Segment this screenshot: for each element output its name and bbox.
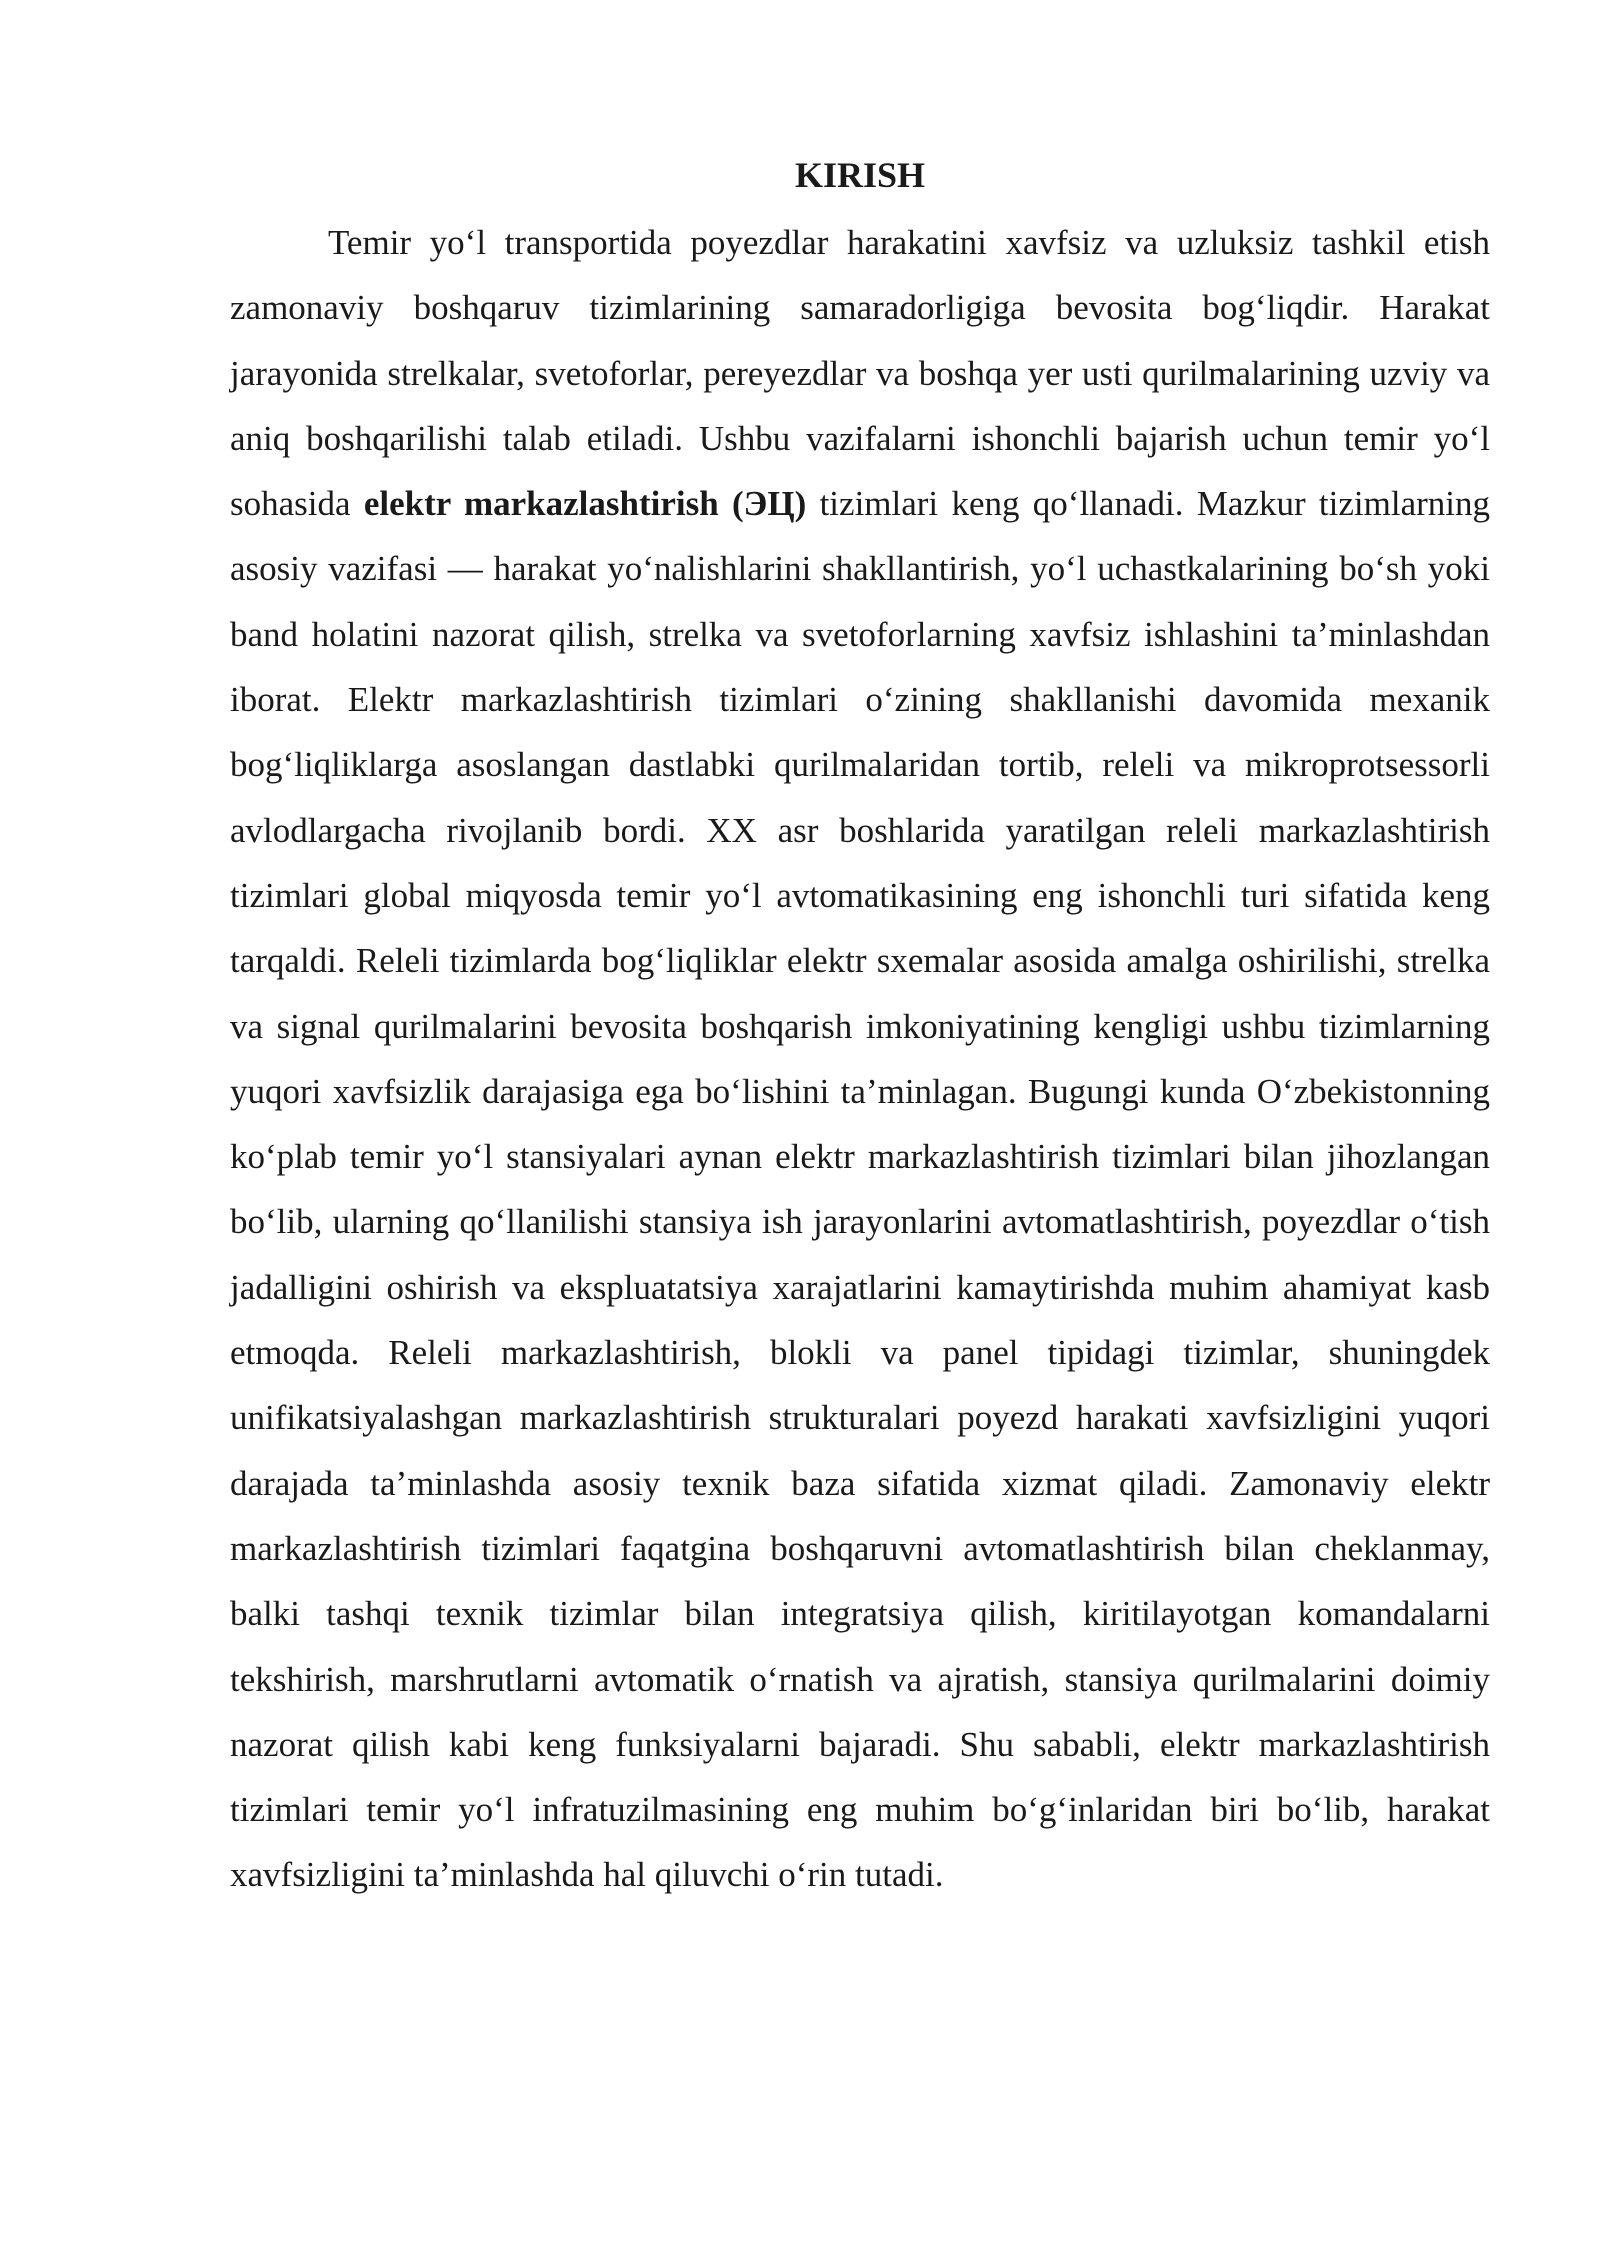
paragraph-text-part1: Temir yo‘l transportida poyezdlar harakatini xavfsiz va uzluksiz tashkil etish zamonaviy boshqaruv tizimlarining samaradorligiga bevosita bog‘liqdir. Harakat jarayonida strelkalar, svetoforlar, pereyezdlar va boshqa yer usti qurilmalarining uzviy va aniq boshqarilishi talab etiladi. Ushbu vazifalarni ishonchli bajarish uchun temir yo‘l sohasida — [230, 223, 1490, 524]
paragraph-text-part2: tizimlari keng qo‘llanadi. Mazkur tizimlarning asosiy vazifasi — harakat yo‘nalishlarini shakllantirish, yo‘l uchastkalarining bo‘sh yoki band holatini nazorat qilish, strelka va svetoforlarning xavfsiz ishlashini ta’minlashdan iborat. Elektr markazlashtirish tizimlari o‘zining shakllanishi davomida mexanik bog‘liqliklarga asoslangan dastlabki qurilmalaridan tortib, releli va mikroprotsessorli avlodlargacha rivojlanib bordi. XX asr boshlarida yaratilgan releli markazlashtirish tizimlari global miqyosda temir yo‘l avtomatikasining eng ishonchli turi sifatida keng tarqaldi. Releli tizimlarda bog‘liqliklar elektr sxemalar asosida amalga oshirilishi, strelka va signal qurilmalarini bevosita boshqarish imkoniyatining kengligi ushbu tizimlarning yuqori xavfsizlik darajasiga ega bo‘lishini ta’minlagan. Bugungi kunda O‘zbekistonning ko‘plab temir yo‘l stansiyalari aynan elektr markazlashtirish tizimlari bilan jihozlangan bo‘lib, ularning qo‘llanilishi stansiya ish jarayonlarini avtomatlashtirish, poyezdlar o‘tish jadalligini oshirish va ekspluatatsiya xarajatlarini kamaytirishda muhim ahamiyat kasb etmoqda. Releli markazlashtirish, blokli va panel tipidagi tizimlar, shuningdek unifikatsiyalashgan markazlashtirish strukturalari poyezd harakati xavfsizligini yuqori darajada ta’minlashda asosiy texnik baza sifatida xizmat qiladi. Zamonaviy elektr markazlashtirish tizimlari faqatgina boshqaruvni avtomatlashtirish bilan cheklanmay, balki tashqi texnik tizimlar bilan integratsiya qilish, kiritilayotgan komandalarni tekshirish, marshrutlarni avtomatik o‘rnatish va ajratish, stansiya qurilmalarini doimiy nazorat qilish kabi keng funksiyalarni bajaradi. Shu sababli, elektr markazlashtirish tizimlari temir yo‘l infratuzilmasining eng muhim bo‘g‘inlaridan biri bo‘lib, harakat xavfsizligini ta’minlashda hal qiluvchi o‘rin tutadi. — [230, 484, 1490, 1895]
body-paragraph — [230, 210, 1490, 1908]
section-heading: KIRISH — [794, 155, 926, 195]
bold-term: elektr markazlashtirish (ЭЦ) — [363, 484, 807, 524]
